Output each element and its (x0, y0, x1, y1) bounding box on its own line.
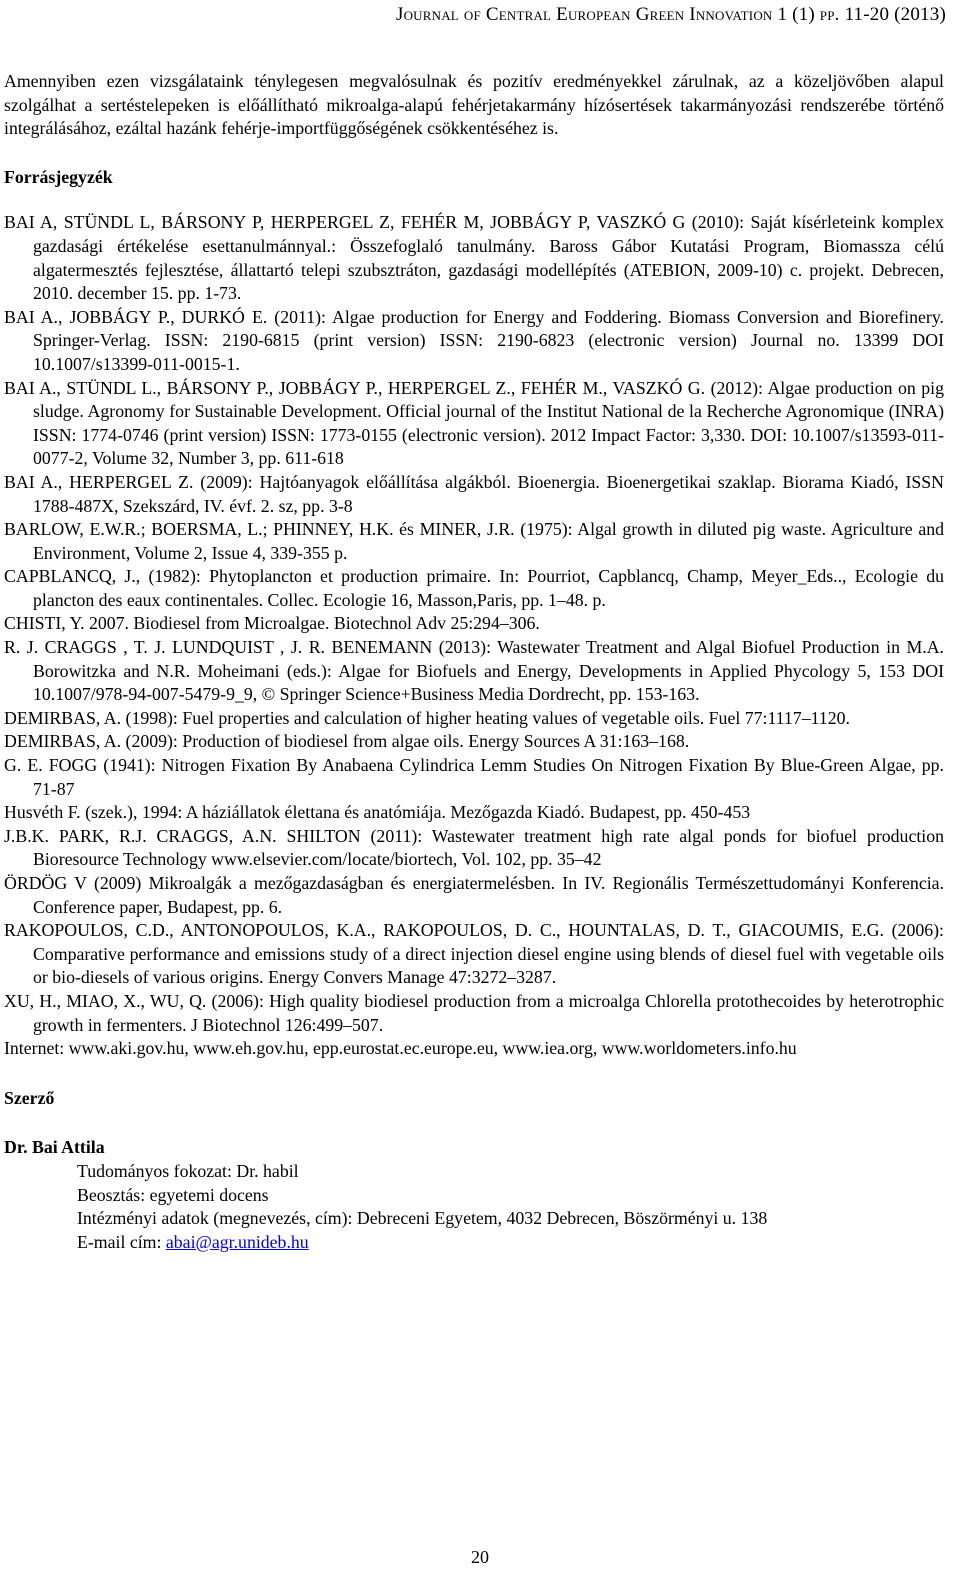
reference-item: CAPBLANCQ, J., (1982): Phytoplancton et production primaire. In: Pourriot, Capblancq, Champ, Meyer_Eds.., Ecologie du plancton des eaux continentales. Collec. Ecologie 16, Masson,Paris, pp. 1–48. p. (4, 566, 944, 610)
reference-item: BAI A., HERPERGEL Z. (2009): Hajtóanyagok előállítása algákból. Bioenergia. Bioenergetikai szaklap. Biorama Kiadó, ISSN 1788-487X, Szekszárd, IV. évf. 2. sz, pp. 3-8 (4, 471, 944, 516)
author-name: Dr. Bai Attila (4, 1137, 105, 1158)
reference-item: ÖRDÖG V (2009) Mikroalgák a mezőgazdaságban és energiatermelésben. In IV. Regionális Természettudományi Konferencia. Conference paper, Budapest, pp. 6. (4, 873, 944, 917)
page-number: 20 (471, 1547, 489, 1567)
reference-list (4, 211, 944, 1060)
email-label: E-mail cím: (77, 1231, 166, 1252)
reference-item: XU, H., MIAO, X., WU, Q. (2006): High quality biodiesel production from a microalga Chlorella protothecoides by heterotrophic growth in fermenters. J Biotechnol 126:499–507. (4, 990, 944, 1035)
reference-item: DEMIRBAS, A. (2009): Production of biodiesel from algae oils. Energy Sources A 31:163–168. (4, 731, 690, 752)
author-email-line (4, 1231, 944, 1255)
email-link[interactable]: abai@agr.unideb.hu (165, 1231, 309, 1252)
reference-item: Husvéth F. (szek.), 1994: A háziállatok élettana és anatómiája. Mezőgazda Kiadó. Budapest, pp. 450-453 (4, 802, 751, 823)
reference-item: Internet: www.aki.gov.hu, www.eh.gov.hu, epp.eurostat.ec.europe.eu, www.iea.org, www.worldometers.info.hu (4, 1038, 797, 1059)
intro-paragraph: Amennyiben ezen vizsgálataink ténylegesen megvalósulnak és pozitív eredményekkel zárulnak, az a közeljövőben alapul szolgálhat a sertéstelepeken is előállítható mikroalga-alapú fehérjetakarmány hízósertések takarmányozási rendszerébe történő integrálásához, ezáltal hazánk fehérje-importfüggőségének csökkentéséhez is. (4, 71, 944, 139)
reference-item: RAKOPOULOS, C.D., ANTONOPOULOS, K.A., RAKOPOULOS, D. C., HOUNTALAS, D. T., GIACOUMIS, E.G. (2006): Comparative performance and emissions study of a direct injection diesel engine using blends of diesel fuel with vegetable oils or bio-diesels of various origins. Energy Convers Manage 47:3272–3287. (4, 920, 944, 988)
reference-item: BARLOW, E.W.R.; BOERSMA, L.; PHINNEY, H.K. és MINER, J.R. (1975): Algal growth in diluted pig waste. Agriculture and Environment, Volume 2, Issue 4, 339-355 p. (4, 519, 944, 563)
author-heading: Szerző (4, 1087, 55, 1108)
author-position: Beosztás: egyetemi docens (77, 1184, 269, 1205)
references-heading: Forrásjegyzék (4, 166, 113, 187)
author-institution: Intézményi adatok (megnevezés, cím): Debreceni Egyetem, 4032 Debrecen, Böszörményi u. 138 (77, 1208, 768, 1229)
reference-item: J.B.K. PARK, R.J. CRAGGS, A.N. SHILTON (2011): Wastewater treatment high rate algal ponds for biofuel production Bioresource Technology www.elsevier.com/locate/biortech, Vol. 102, pp. 35–42 (4, 825, 944, 870)
reference-item: G. E. FOGG (1941): Nitrogen Fixation By Anabaena Cylindrica Lemm Studies On Nitrogen Fixation By Blue-Green Algae, pp. 71-87 (4, 755, 944, 799)
reference-item: BAI A., JOBBÁGY P., DURKÓ E. (2011): Algae production for Energy and Foddering. Biomass Conversion and Biorefinery. Springer-Verlag. ISSN: 2190-6815 (print version) ISSN: 2190-6823 (electronic version) Journal no. 13399 DOI 10.1007/s13399-011-0015-1. (4, 306, 944, 374)
reference-item: R. J. CRAGGS , T. J. LUNDQUIST , J. R. BENEMANN (2013): Wastewater Treatment and Algal Biofuel Production in M.A. Borowitzka and N.R. Moheimani (eds.): Algae for Biofuels and Energy, Developments in Applied Phycology 5, 153 DOI 10.1007/978-94-007-5479-9_9, © Springer Science+Business Media Dordrecht, pp. 153-163. (4, 637, 944, 705)
journal-header: Journal of Central European Green Innovation 1 (1) pp. 11-20 (2013) (395, 4, 946, 25)
reference-item: DEMIRBAS, A. (1998): Fuel properties and calculation of higher heating values of vegetable oils. Fuel 77:1117–1120. (4, 707, 850, 728)
reference-item: BAI A, STÜNDL L, BÁRSONY P, HERPERGEL Z, FEHÉR M, JOBBÁGY P, VASZKÓ G (2010): Saját kísérleteink komplex gazdasági értékelése esettanulmánnyal.: Összefoglaló tanulmány. Baross Gábor Kutatási Program, Biomassza célú algatermesztés fejlesztése, állattartó telepi szubsztráton, gazdasági modellépítés (ATEBION, 2009-10) c. projekt. Debrecen, 2010. december 15. pp. 1-73. (4, 212, 944, 304)
author-section (4, 1087, 944, 1255)
reference-item: BAI A., STÜNDL L., BÁRSONY P., JOBBÁGY P., HERPERGEL Z., FEHÉR M., VASZKÓ G. (2012): Algae production on pig sludge. Agronomy for Sustainable Development. Official journal of the Institut National de la Recherche Agronomique (INRA) ISSN: 1774-0746 (print version) ISSN: 1773-0155 (electronic version). 2012 Impact Factor: 3,330. DOI: 10.1007/s13593-011-0077-2, Volume 32, Number 3, pp. 611-618 (4, 377, 944, 469)
reference-item: CHISTI, Y. 2007. Biodiesel from Microalgae. Biotechnol Adv 25:294–306. (4, 613, 540, 634)
main-content (4, 70, 944, 1254)
author-degree: Tudományos fokozat: Dr. habil (77, 1160, 299, 1181)
